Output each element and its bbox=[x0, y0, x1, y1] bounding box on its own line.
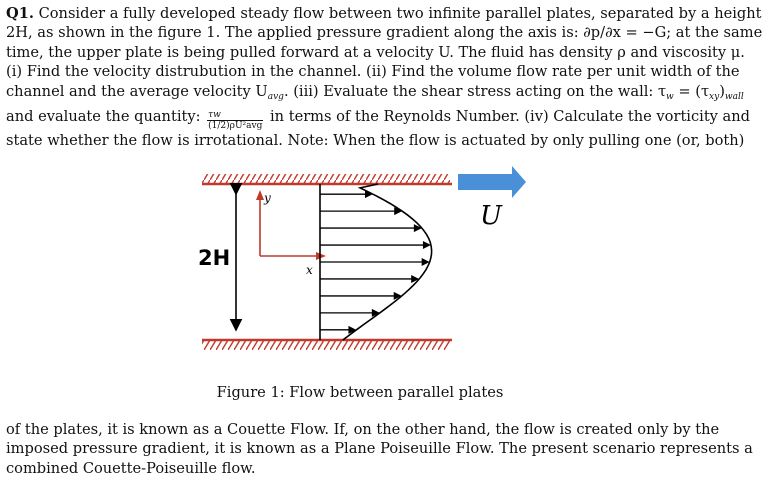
velocity-arrow bbox=[458, 166, 526, 198]
question-line-4: (i) Find the velocity distrubution in the channel. (ii) Find the volume flow rate per unit width of the bbox=[6, 63, 740, 81]
question-line-3: time, the upper plate is being pulled forward at a velocity U. The fluid has density ρ and viscosity μ. bbox=[6, 43, 745, 61]
question-line-7: state whether the flow is irrotational. Note: When the flow is actuated by only pulling one (or, both) bbox=[6, 132, 745, 150]
x-axis-arrowhead bbox=[316, 252, 326, 260]
flow-figure bbox=[180, 160, 540, 360]
question-line-2: 2H, as shown in the figure 1. The applied pressure gradient along the axis is: ∂p/∂x = −G; at the same bbox=[6, 24, 762, 42]
profile-arrowhead bbox=[411, 275, 419, 283]
y-axis-arrowhead bbox=[256, 190, 264, 200]
continuation-paragraph bbox=[6, 420, 753, 478]
question-paragraph bbox=[6, 4, 762, 150]
continuation-line-3: combined Couette-Poiseuille flow. bbox=[6, 459, 256, 477]
question-line-6 bbox=[6, 107, 751, 132]
x-axis-label: x bbox=[306, 263, 313, 277]
figure-caption: Figure 1: Flow between parallel plates bbox=[216, 384, 504, 401]
profile-arrowhead bbox=[414, 224, 422, 232]
continuation-line-1: of the plates, it is known as a Couette Flow. If, on the other hand, the flow is created only by the bbox=[6, 421, 720, 438]
upper-plate-hatch bbox=[202, 174, 450, 183]
subscript-xy: xy bbox=[709, 91, 720, 102]
fraction-numerator: τw bbox=[207, 110, 263, 121]
velocity-profile bbox=[320, 184, 432, 340]
question-line-5 bbox=[6, 82, 744, 107]
question-text-5d: ) bbox=[719, 82, 725, 100]
continuation-line-2: imposed pressure gradient, it is known as a Plane Poiseuille Flow. The present scenario represents a bbox=[6, 440, 753, 458]
question-text-5c: = (τ bbox=[673, 82, 710, 100]
question-text-5b: . (iii) Evaluate the shear stress acting on the wall: τ bbox=[283, 82, 667, 100]
shear-fraction bbox=[207, 110, 263, 131]
y-axis-label: y bbox=[264, 191, 271, 205]
question-line-1 bbox=[6, 4, 762, 23]
question-text-6a: and evaluate the quantity: bbox=[6, 108, 201, 126]
subscript-wall: wall bbox=[724, 91, 744, 102]
lower-plate-hatch bbox=[202, 341, 450, 350]
question-label: Q1. bbox=[6, 5, 34, 22]
height-label: 2H bbox=[198, 246, 231, 270]
subscript-w: w bbox=[666, 91, 674, 102]
question-text-6b: in terms of the Reynolds Number. (iv) Calculate the vorticity and bbox=[265, 108, 751, 126]
question-text-5a: channel and the average velocity U bbox=[6, 82, 268, 100]
subscript-avg: avg bbox=[267, 91, 284, 102]
fraction-denominator: (1/2)ρU²avg bbox=[208, 121, 263, 132]
question-text-1: Consider a fully developed steady flow between two infinite parallel plates, separated by a height bbox=[38, 5, 762, 22]
velocity-label: U bbox=[480, 201, 502, 231]
